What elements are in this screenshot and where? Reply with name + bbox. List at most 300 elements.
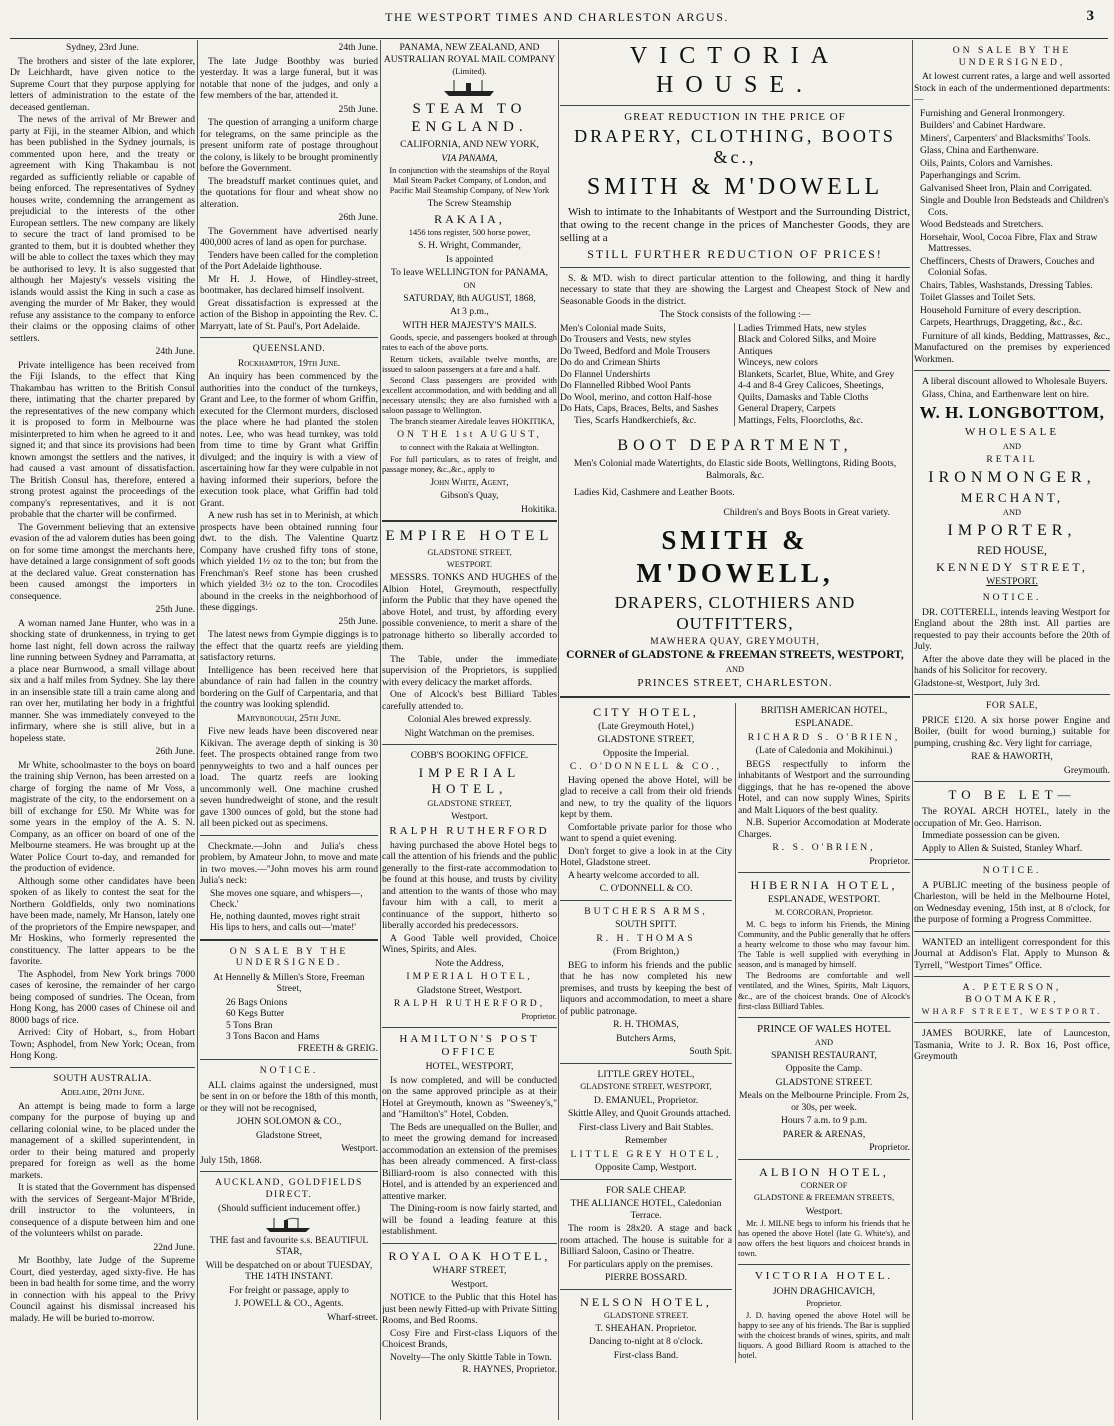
stock-item: Do Trousers and Vests, new styles xyxy=(560,334,691,346)
ad-heading: COBB'S BOOKING OFFICE. xyxy=(410,750,529,762)
ad-heading: HAMILTON'S POST OFFICE xyxy=(399,1032,540,1059)
dateline: 24th June. xyxy=(338,42,378,53)
page-number: 3 xyxy=(1086,8,1094,24)
hotel-ads-grid xyxy=(560,703,910,1364)
ad-text: Note the Address, xyxy=(435,957,504,969)
divider xyxy=(914,781,1110,782)
divider xyxy=(914,694,1110,695)
ad-text: WHOLESALE xyxy=(964,426,1060,439)
ad-text: (Late Greymouth Hotel,) xyxy=(598,720,694,732)
goods-item: Toilet Glasses and Toilet Sets. xyxy=(920,292,1036,303)
divider xyxy=(914,976,1110,977)
column-news-sydney xyxy=(10,40,195,1420)
divider xyxy=(914,1022,1110,1023)
verse-line: His lips to hers, and calls out—'mate!' xyxy=(210,922,357,933)
column-rule xyxy=(912,40,913,1420)
dateline: 25th June. xyxy=(155,604,195,615)
ad-text: GLADSTONE STREET. xyxy=(775,1076,873,1088)
stock-item: Mattings, Felts, Floorcloths, &c. xyxy=(738,414,863,426)
stock-item: Do Wool, merino, and cotton Half-hose xyxy=(560,391,712,403)
goods-list xyxy=(914,108,1110,329)
news-paragraph: Mr White, schoolmaster to the boys on board the training ship Vernon, has been arrested on a charge of forging the name of Mr Voss, a magistrate of the city, to the endorsement on a bill of exchange for £50. Mr White was for some years in the employ of the A. S. N. Company, as an officer on board of one of the Melbourne steamers. He was brought up at the Water Police Court to-day, and remanded for the production of evidence. xyxy=(10,759,195,874)
divider xyxy=(560,900,732,901)
ad-text: VIA PANAMA, xyxy=(441,152,498,164)
ad-text: ON xyxy=(463,280,476,290)
ad-text: Hours 7 a.m. to 9 p.m. xyxy=(780,1115,868,1127)
divider xyxy=(10,1067,195,1068)
steamship-icon xyxy=(264,1217,314,1233)
dateline: Sydney, 23rd June. xyxy=(66,42,139,53)
ad-text: CORNER of GLADSTONE & FREEMAN STREETS, WESTPORT, xyxy=(566,649,904,662)
stock-item: Do Hats, Caps, Braces, Belts, and Sashes xyxy=(560,403,719,415)
ad-heading: FOR SALE, xyxy=(986,700,1038,712)
ad-text: S. H. Wright, Commander, xyxy=(418,240,521,252)
dateline: 25th June. xyxy=(338,615,378,627)
ad-text: GLADSTONE STREET. xyxy=(603,1310,689,1320)
ad-text: At 3 p.m., xyxy=(450,306,489,318)
ad-text: (Limited). xyxy=(452,67,487,76)
news-paragraph: Five new leads have been discovered near Kikivan. The average depth of sinking is 30 feet. The prospects obtained range from two pennyweights to two and a half ounces per load. The quartz reefs are looking uncommonly well. One machine crushed seven hundredweight of stone, and the result gave 1300 ounces of gold, but the stone had all been picked out as specimens. xyxy=(200,726,378,829)
ad-signature: PIERRE BOSSARD. xyxy=(604,1272,688,1283)
news-paragraph: The Government believing that an extensive evasion of the ad valorem duties has been going on for some time amongst the merchants here, have detained a large consignment of soft goods at the declared value. Great consternation has been caused amongst the importers in consequence. xyxy=(10,521,195,602)
goods-item: Single and Double Iron Bedsteads and Children's Cots. xyxy=(920,195,1109,218)
news-paragraph: The late Judge Boothby was buried yesterday. It was a large funeral, but it was notable that none of the judges, and only a few members of the bar, attended it. xyxy=(200,55,378,101)
ad-text: Wish to intimate to the Inhabitants of Westport and the Surrounding District, that owing to the recent change in the prices of Manchester Goods, they are selling at a xyxy=(560,205,910,245)
ad-text: The Stock consists of the following :— xyxy=(659,309,811,321)
divider xyxy=(560,1063,732,1064)
ad-text: Opposite the Camp. xyxy=(785,1063,863,1075)
news-paragraph: The Asphodel, from New York brings 7000 cases of kerosine, the remainder of her cargo being composed of sundries. The Ocean, from Hong Kong, has 2000 cases of Chinese oil and 8000 bags of rice. xyxy=(10,968,195,1026)
ad-text: AND xyxy=(1002,507,1022,517)
ad-text: (From Brighton,) xyxy=(612,946,680,958)
news-paragraph: It is stated that the Government has dispensed with the services of Sergeant-Major M'Bride, drill instructor to the volunteers, in consequence of a dispute between him and one of the volunteers whilst on parade. xyxy=(10,1182,195,1239)
ad-text: GREAT REDUCTION IN THE PRICE OF xyxy=(624,110,846,123)
ad-text: Goods, specie, and passengers booked at through rates to each of the above ports. xyxy=(382,333,557,353)
divider xyxy=(914,370,1110,371)
ad-heading: ON SALE BY THE UNDERSIGNED. xyxy=(229,945,349,968)
goods-item: Household Furniture of every description. xyxy=(920,304,1082,316)
goods-item: Carpets, Hearthrugs, Draggeting, &c., &c. xyxy=(920,317,1083,328)
ad-date: July 15th, 1868. xyxy=(200,1154,262,1166)
ad-heading: NELSON HOTEL, xyxy=(580,1294,712,1309)
dateline: 26th June. xyxy=(155,746,195,757)
ad-text: WANTED an intelligent correspondent for this Journal at Addison's Flat. Apply to Munson & Tyrrell, "Westport Times" Office. xyxy=(914,936,1110,971)
news-paragraph: The latest news from Gympie diggings is to the effect that the quartz reefs are yielding satisfactory returns. xyxy=(200,629,378,663)
ad-heading: CITY HOTEL, xyxy=(593,704,699,719)
firm-name: SMITH & M'DOWELL, xyxy=(636,525,834,588)
divider xyxy=(200,1171,378,1172)
ad-text: The Screw Steamship xyxy=(427,198,512,210)
ad-signature: Gibson's Quay, xyxy=(440,490,499,502)
divider xyxy=(382,1027,557,1028)
goods-item: Paperhangings and Scrim. xyxy=(920,170,1021,181)
ad-heading: TO BE LET— xyxy=(948,787,1076,803)
ad-text: DR. COTTERELL, intends leaving Westport for England about the 28th inst. All parties are requested to pay their accounts before the 20th of July. xyxy=(914,606,1110,653)
ad-text: Is now completed, and will be conducted on the same approved principle as at their Hotel at Greymouth, known as "Sweeney's," and "Hamilton's" Hotel, Cobden. xyxy=(382,1074,557,1121)
news-paragraph: Mr H. J. Howe, of Hindley-street, bootmaker, has declared himself insolvent. xyxy=(200,273,378,296)
divider xyxy=(738,1264,910,1265)
ad-signature: Proprietor. xyxy=(869,855,910,867)
hotel-ads-left xyxy=(560,703,736,1364)
ad-text: BEGS respectfully to inform the inhabitants of Westport and the surrounding diggings, that he has re-opened the above Hotel, and can now supply Wines, Spirits and Malt Liquors of the best quality. xyxy=(738,758,910,816)
ad-text: S. & M'D. wish to direct particular attention to the following, and thing it hardly necessary to state that they are showing the Largest and Cheapest Stock of New and Seasonable Goods in the district. xyxy=(560,272,910,307)
ad-text: Proprietor. xyxy=(806,1299,842,1309)
stock-item: Do do and Crimean Shirts xyxy=(560,357,661,369)
news-paragraph: Tenders have been called for the completion of the Port Adelaide lighthouse. xyxy=(200,249,378,272)
ad-text: Children's and Boys Boots in Great variety. xyxy=(723,506,890,518)
ad-text: JOHN DRAGHICAVICH, xyxy=(772,1285,876,1297)
ad-text: GLADSTONE STREET, xyxy=(597,734,695,746)
ad-text: T. SHEAHAN. Proprietor. xyxy=(595,1322,697,1334)
ad-text: Return tickets, available twelve months, are issued to saloon passengers at a fare and a half. xyxy=(382,354,557,374)
ad-text: AND xyxy=(814,1037,834,1047)
divider xyxy=(914,859,1110,860)
ad-text: Comfortable private parlor for those who want to spend a quiet evening. xyxy=(560,821,732,845)
goods-item: Miners', Carpenters' and Blacksmiths' Tools. xyxy=(920,132,1091,144)
ad-text: Colonial Ales brewed expressly. xyxy=(407,714,532,726)
ad-text: PRINCES STREET, CHARLESTON. xyxy=(637,677,833,690)
ad-signature: JOHN SOLOMON & CO., xyxy=(236,1116,342,1127)
ad-heading: HIBERNIA HOTEL, xyxy=(750,878,898,893)
ad-heading: DRAPERS, CLOTHIERS AND OUTFITTERS, xyxy=(614,593,856,633)
goods-item: Furnishing and General Ironmongery. xyxy=(920,107,1065,119)
ad-text: SOUTH SPITT. xyxy=(615,919,677,931)
ad-heading: VICTORIA HOUSE. xyxy=(629,43,841,98)
ad-text: Gladstone-st, Westport, July 3rd. xyxy=(914,677,1040,689)
page-header xyxy=(0,0,1114,40)
ad-text: Opposite the Imperial. xyxy=(602,747,690,759)
ad-heading: NOTICE. xyxy=(259,1065,319,1076)
ad-text: N.B. Superior Accomodation at Moderate Charges. xyxy=(738,817,910,840)
sale-item: 60 Kegs Butter xyxy=(226,1008,285,1019)
goods-item: Chairs, Tables, Washstands, Dressing Tables. xyxy=(920,279,1093,291)
news-paragraph: The brothers and sister of the late explorer, Dr Leichhardt, have given notice to the Supreme Court that they purpose applying for letters of administration to the estate of the deceased gentleman. xyxy=(10,55,195,113)
ad-text: WHARF STREET, WESTPORT. xyxy=(921,1007,1103,1017)
stock-item: General Drapery, Carpets xyxy=(738,403,836,415)
divider xyxy=(382,744,557,745)
ad-text: Opposite Camp, Westport. xyxy=(595,1162,697,1173)
header-rule xyxy=(10,38,1108,39)
ad-heading: IMPORTER, xyxy=(947,522,1077,540)
ad-text: One of Alcock's best Billiard Tables carefully attended to. xyxy=(382,689,557,712)
ad-text: RED HOUSE, xyxy=(976,543,1047,558)
stock-list-ladies xyxy=(734,323,910,427)
ad-signature: R. S. O'BRIEN, xyxy=(772,842,876,854)
ad-heading: ON SALE BY THE UNDERSIGNED, xyxy=(952,45,1072,68)
masthead-title: THE WESTPORT TIMES AND CHARLESTON ARGUS. xyxy=(385,10,729,24)
ad-heading: A. PETERSON, BOOTMAKER, xyxy=(962,982,1062,1005)
ad-text: Cosy Fire and First-class Liquors of the Choicest Brands, xyxy=(382,1327,557,1351)
news-paragraph: Although some other candidates have been spoken of as likely to contest the seat for the Northern Goldfields, only two nominations have been made, namely, Mr Hanson, lately one of the proprietors of the Empire newspaper, and Mr Hoskins, who formerly represented the constituency. The latter appears to be the favorite. xyxy=(10,875,195,967)
news-paragraph: An attempt is being made to form a large company for the purpose of buying up and cellaring colonial wine, to be placed under the management of a skilled superintendent, in order to their being matured and properly prepared for foreign as well as the home markets. xyxy=(10,1100,195,1181)
ad-signature: Gladstone Street, xyxy=(255,1129,323,1141)
ad-heading: C. O'DONNELL & CO., xyxy=(569,761,723,773)
ad-heading: ALBION HOTEL, xyxy=(759,1164,889,1179)
news-paragraph: Private intelligence has been received from the Fiji Islands, to the effect that King Thakambau has written to the British Consul there, intimating that the charter prepared by the representatives of the new company which it is proposed to form in Melbourne was misinterpreted to him when he agreed to it and signed it; and that since its provisions had been known amongst the settlers and the natives, it had caused a vast amount of dissatisfaction. The British Consul has, therefore, entered a strong protest against the proceedings of the company's representatives, and it is not probable that the charter will be confirmed. xyxy=(10,359,195,520)
ad-text: Having opened the above Hotel, will be glad to receive a call from their old friends and new, to try the quality of the liquors kept by them. xyxy=(560,774,732,821)
ad-text: Dancing to-night at 8 o'clock. xyxy=(589,1336,703,1348)
ad-text: The Bedrooms are comfortable and well ventilated, and the Wines, Spirits, Malt Liquors, &c., are of the choicest brands. One of Alcock's first-class Billiard Tables. xyxy=(738,971,910,1011)
sale-item: 5 Tons Bran xyxy=(226,1019,273,1031)
ad-text: MESSRS. TONKS AND HUGHES of the Albion Hotel, Greymouth, respectfully inform the Public that they have opened the above Hotel, and trust, by affording every possible convenience, to merit a share of the patronage hitherto so liberally accorded to them. xyxy=(382,572,557,653)
ad-text: The room is 28x20. A stage and back room attached. The house is suitable for a Billiard Saloon, Casino or Theatre. xyxy=(560,1223,732,1257)
ad-heading: BOOT DEPARTMENT, xyxy=(617,437,853,455)
column-news-adelaide xyxy=(200,40,378,1420)
divider xyxy=(382,520,557,522)
stock-item: Blankets, Scarlet, Blue, White, and Grey xyxy=(738,368,895,380)
ad-text: The Dining-room is now fairly started, and will be found a leading feature at this establishment. xyxy=(382,1203,557,1238)
goods-item: Oils, Paints, Colors and Varnishes. xyxy=(920,157,1053,169)
ad-text: A liberal discount allowed to Wholesale Buyers. xyxy=(922,376,1108,387)
ad-text: The ROYAL ARCH HOTEL, lately in the occupation of Mr. Geo. Harrison. xyxy=(914,806,1110,829)
ad-text: Remember xyxy=(624,1135,668,1146)
ad-heading: IMPERIAL HOTEL, xyxy=(418,764,521,796)
ad-text: In conjunction with the steamships of the Royal Mail Steam Packet Company, of London, and Pacific Mail Steamship Company, of New York xyxy=(389,166,550,196)
ad-signature: Wharf-street. xyxy=(327,1311,378,1323)
ad-heading: NOTICE. xyxy=(982,592,1042,604)
goods-item: Galvanised Sheet Iron, Plain and Corrigated. xyxy=(920,182,1092,194)
ad-text: Meals on the Melbourne Principle. From 2s, or 30s, per week. xyxy=(739,1090,909,1113)
stock-item: Do Flannel Undershirts xyxy=(560,368,651,380)
ad-text: After the above date they will be placed in the hands of his Solicitor for recovery. xyxy=(914,653,1110,677)
stock-item: Ties, Scarfs Handkerchiefs, &c. xyxy=(574,414,697,426)
news-paragraph: Arrived: City of Hobart, s., from Hobart Town; Asphodel, from New York; Ocean, from Hong Kong. xyxy=(10,1027,195,1061)
ad-text: GLADSTONE & FREEMAN STREETS, xyxy=(753,1193,895,1203)
ad-text: ESPLANADE, WESTPORT. xyxy=(767,894,881,906)
ad-heading: STILL FURTHER REDUCTION OF PRICES! xyxy=(587,247,883,262)
ad-text: GLADSTONE STREET, WESTPORT, xyxy=(580,1082,712,1092)
column-longbottom-notices xyxy=(914,40,1110,1420)
ad-text: CALIFORNIA, AND NEW YORK, xyxy=(400,139,539,151)
ad-heading: SPANISH RESTAURANT, xyxy=(771,1049,877,1061)
divider xyxy=(914,931,1110,932)
ad-heading: ROYAL OAK HOTEL, xyxy=(388,1248,551,1263)
ad-text: For freight or passage, apply to xyxy=(229,1284,349,1296)
news-paragraph: The breadstuff market continues quiet, and the quotations for flour and wheat show no alteration. xyxy=(200,175,378,210)
ad-signature: Westport. xyxy=(341,1143,378,1154)
ad-text: A Good Table well provided, Choice Wines, Spirits, and Ales. xyxy=(382,932,557,956)
ad-text: ON THE 1st AUGUST, xyxy=(397,429,542,441)
ad-signature: RAE & HAWORTH, xyxy=(971,751,1053,763)
divider xyxy=(200,835,378,836)
ad-text: Men's Colonial made Watertights, do Elastic side Boots, Wellingtons, Riding Boots, Balmorals, &c. xyxy=(573,458,897,481)
ad-text: WESTPORT. xyxy=(446,560,493,570)
ad-text: D. EMANUEL, Proprietor. xyxy=(593,1094,699,1106)
ad-signature: C. O'DONNELL & CO. xyxy=(599,883,693,895)
ad-text: Glass, China, and Earthenware lent on hire. xyxy=(922,388,1090,400)
ad-text: IMPERIAL HOTEL, xyxy=(406,971,533,983)
stock-item: Ladies Trimmed Hats, new styles xyxy=(738,322,867,334)
ad-heading: MERCHANT, xyxy=(960,490,1064,506)
ad-heading: EMPIRE HOTEL xyxy=(385,528,554,545)
dateline: 24th June. xyxy=(155,346,195,357)
ad-signature: Hokitika. xyxy=(521,503,557,515)
goods-item: Cheffincers, Chests of Drawers, Couches and Colonial Sofas. xyxy=(920,255,1095,278)
chess-item: Checkmate.—John and Julia's chess problem, by Amateur John, to move and mate in two moves.—"John moves his arm round Julia's neck: xyxy=(200,840,378,886)
divider xyxy=(738,872,910,873)
ad-heading: NOTICE. xyxy=(982,865,1042,877)
ad-text: Westport. xyxy=(451,1278,488,1290)
ad-text: WITH HER MAJESTY'S MAILS. xyxy=(402,319,537,331)
column-rule xyxy=(558,40,559,1420)
ad-signature: J. POWELL & CO., Agents. xyxy=(234,1298,344,1309)
news-paragraph: The question of arranging a uniform charge for telegrams, on the same principle as the present uniform rate of postage throughout the colony, is likely to be brought prominently before the Government. xyxy=(200,117,378,174)
firm-name: W. H. LONGBOTTOM, xyxy=(919,403,1105,422)
ad-signature: PARER & ARENAS, xyxy=(782,1128,866,1140)
dateline: Rockhampton, 19th June. xyxy=(237,357,341,369)
steamship-icon xyxy=(442,79,498,97)
column-rule xyxy=(197,40,198,1420)
verse-line: He, nothing daunted, moves right strait xyxy=(210,910,361,922)
column-ads-shipping-hotels xyxy=(382,40,557,1420)
ad-text: RETAIL xyxy=(986,453,1038,465)
ad-text: 1456 tons register, 500 horse power, xyxy=(408,228,531,238)
ad-text: A PUBLIC meeting of the business people of Charleston, will be held in the Melbourne Hotel, on Wednesday evening, 15th inst, at 8 o'clock, for the purpose of forming a Progress Committee. xyxy=(914,879,1110,926)
divider xyxy=(382,1243,557,1244)
ad-heading: HOTEL, WESTPORT, xyxy=(425,1061,514,1073)
ad-heading: THE ALLIANCE HOTEL, Caledonian Terrace. xyxy=(570,1198,722,1221)
ad-text: First-class Band. xyxy=(613,1349,679,1361)
divider xyxy=(560,1289,732,1290)
goods-item: Horsehair, Wool, Cocoa Fibre, Flax and Straw Mattresses. xyxy=(920,231,1098,254)
ad-text: SATURDAY, 8th AUGUST, 1868, xyxy=(403,292,536,304)
ad-heading: BUTCHERS ARMS, xyxy=(584,905,708,917)
stock-item: Do Tweed, Bedford and Mole Trousers xyxy=(560,345,710,357)
stock-item: Black and Colored Silks, and Moire Antiques xyxy=(738,334,877,357)
ad-text: The branch steamer Airedale leaves HOKITIKA, xyxy=(390,416,555,426)
news-paragraph: The Government have advertised nearly 400,000 acres of land as open for purchase. xyxy=(200,225,378,248)
ad-heading: FOR SALE CHEAP. xyxy=(605,1184,687,1196)
ad-text: M. CORCORAN, Proprietor. xyxy=(775,907,873,917)
ad-heading: R. H. THOMAS xyxy=(596,932,696,944)
ad-signature: John White, Agent, xyxy=(430,476,509,488)
stock-list-men xyxy=(560,323,732,427)
news-paragraph: An inquiry has been commenced by the authorities into the conduct of the turnkeys, Grant and Lee, to the former of whom Griffin, executed for the Clermont murders, disclosed the place where he had planted the stolen notes. Lee, who was head turnkey, was told from time to time by Grant what Griffin divulged; and the inquiry is with a view of ascertaining how far they were culpable in not having informed their superiors, before the execution took place, what Griffin had told Grant. xyxy=(200,371,378,509)
news-paragraph: The news of the arrival of Mr Brewer and party at Fiji, in the steamer Albion, and which has been published in the Sydney journals, is commented upon here, and the treaty or agreement with King Thakambau is not regarded as sufficiently reliable or capable of being enforced. The representatives of Sydney houses write, condemning the arrangement as prejudicial to the interests of the other European settlers. The new company are likely to secure the tract of land promised to be granted to them, but it is doubted whether they will be able to collect the taxes which they may be authorised to levy. It is also suggested that although her Majesty's vessels visiting the islands would assist the King in such a case as avenging the murder of Mr Baker, they would refuse any assistance to the company to enforce their claims or the opposing claims of other settlers. xyxy=(10,114,195,344)
ad-heading: PANAMA, NEW ZEALAND, AND AUSTRALIAN ROYAL MAIL COMPANY xyxy=(383,42,556,65)
ad-text: Mr. J. MILNE begs to inform his friends that he has opened the above Hotel (late G. White's), and now offers the best liquors and choicest brands in town. xyxy=(738,1219,910,1259)
divider xyxy=(560,105,910,106)
ad-text: (Should sufficient inducement offer.) xyxy=(218,1203,360,1214)
ad-text: NOTICE to the Public that this Hotel has just been newly Fitted-up with Private Sitting Rooms, and Bed Rooms. xyxy=(382,1292,557,1327)
ad-text: Is appointed xyxy=(445,253,494,265)
dateline: 26th June. xyxy=(338,212,378,223)
ad-text: At lowest current rates, a large and well assorted Stock in each of the undermentioned departments:— xyxy=(914,71,1110,105)
ad-text: For particulars apply on the premises. xyxy=(568,1258,713,1270)
ad-text: M. C. begs to inform his Friends, the Mining Community, and the Public generally that he offers a hearty welcome to those who may favour him. The Table is well supplied with everything in season, and is managed by himself. xyxy=(738,920,910,970)
dateline: 22nd June. xyxy=(153,1241,195,1253)
ad-text: having purchased the above Hotel begs to call the attention of his friends and the public generally to the first-rate accommodation to be found at this house, and trusts by civility and attention to the wants of those who may favour him with a call, to merit a continuance of the support, hitherto so liberally accorded his predecessors. xyxy=(382,839,557,932)
ad-text: At Hennelly & Millen's Store, Freeman Street, xyxy=(213,971,365,994)
ad-text: Gladstone Street, Westport. xyxy=(416,984,523,996)
ad-text: ESPLANADE. xyxy=(794,718,854,730)
ad-heading: LITTLE GREY HOTEL, xyxy=(597,1068,695,1080)
ad-signature: RALPH RUTHERFORD, xyxy=(393,998,546,1010)
divider xyxy=(560,1179,732,1180)
news-paragraph: A new rush has set in to Merinish, at which prospects have been obtained running four dwt. to the dish. The Valentine Quartz Company have crushed fifty tons of stone, which yielded 1½ oz to the ton; but from the Frenchman's Reef stone has been crushed which yielded 3½ oz to the ton. Crocodiles abound in the creeks in the neighborhood of these diggings. xyxy=(200,510,378,613)
divider xyxy=(738,1159,910,1160)
ad-text: CORNER OF xyxy=(800,1181,848,1191)
dateline: 25th June. xyxy=(338,103,378,115)
ad-text: JAMES BOURKE, late of Launceston, Tasmania, Write to J. R. Box 16, Post office, Greymouth xyxy=(914,1028,1110,1063)
ad-text: Furniture of all kinds, Bedding, Mattrasses, &c., Manufactured on the premises by experienced Workmen. xyxy=(914,330,1110,365)
news-paragraph: Great dissatisfaction is expressed at the action of the Bishop in appointing the Rev. C. Marryatt, late of St. Paul's, Port Adelaide. xyxy=(200,297,378,332)
divider xyxy=(200,939,378,941)
ad-text: KENNEDY STREET, xyxy=(936,559,1088,574)
ad-text: BEG to inform his friends and the public that he has now completed his new premises, and trusts by keeping the best of liquors and accommodation, to meet a share of public patronage. xyxy=(560,959,732,1017)
ad-heading: STEAM TO ENGLAND. xyxy=(411,101,528,136)
ad-text: WHARF STREET, xyxy=(432,1265,507,1277)
ad-text: Novelty—The only Skittle Table in Town. xyxy=(390,1351,552,1363)
news-paragraph: Mr Boothby, late Judge of the Supreme Court, died yesterday, aged sixty-five. He has been in bad health for some time, and the worry in connection with his appeal to the Privy Council against his dismissal increased his malady. He will be buried to-morrow. xyxy=(10,1255,195,1324)
ad-text: First-class Livery and Bait Stables. xyxy=(578,1121,714,1133)
ad-heading: RALPH RUTHERFORD xyxy=(389,824,550,837)
stock-item: 4-4 and 8-4 Grey Calicoes, Sheetings, xyxy=(738,380,884,392)
divider xyxy=(560,696,910,698)
news-paragraph: A woman named Jane Hunter, who was in a shocking state of drunkenness, in trying to get home last night, fell down across the railway line running between Sydney and Parramatta, at a place near Burnwood, a small village about six and a half miles from Sydney. She lay there in an insensible state till a train came along and ran over her, mutilating her body in a frightful manner. She was immediately conveyed to the infirmary, where she is still alive, but in a hopeless state. xyxy=(10,617,195,744)
ad-text: Westport. xyxy=(805,1205,843,1217)
ad-heading: RICHARD S. O'BRIEN, xyxy=(747,731,901,743)
ad-heading: VICTORIA HOTEL. xyxy=(754,1270,894,1283)
stock-item: Winceys, new colors xyxy=(738,357,818,369)
ad-text: Apply to Allen & Suisted, Stanley Wharf. xyxy=(922,842,1083,854)
ad-heading: DRAPERY, CLOTHING, BOOTS &c., xyxy=(574,125,896,168)
dateline: Adelaide, 20th June. xyxy=(60,1087,145,1098)
stock-item: Quilts, Damasks and Table Cloths xyxy=(738,391,869,403)
section-heading: QUEENSLAND. xyxy=(252,343,326,354)
ad-text: WESTPORT. xyxy=(986,575,1038,587)
ad-text: GLADSTONE STREET, xyxy=(427,799,512,809)
stock-list xyxy=(560,323,910,427)
ad-text: A hearty welcome accorded to all. xyxy=(568,869,700,881)
column-rule xyxy=(380,40,381,1420)
ad-text: Don't forget to give a look in at the City Hotel, Gladstone street. xyxy=(560,845,732,869)
ad-text: Second Class passengers are provided with excellent accommodation, and with bedding and all necessary utensils; they are also furnished with a saloon passage to Wellington. xyxy=(382,375,557,415)
news-paragraph: Intelligence has been received here that abundance of rain had fallen in the country bordering on the Gulf of Carpentaria, and that the country was looking splendid. xyxy=(200,664,378,710)
ad-text: AND xyxy=(1002,441,1022,451)
ad-text: ALL claims against the undersigned, must be sent in on or before the 18th of this month, or they will not be recognised, xyxy=(200,1079,378,1114)
sale-item: 3 Tons Bacon and Hams xyxy=(226,1031,320,1042)
ad-heading: IRONMONGER, xyxy=(928,469,1096,487)
ad-text: The Table, under the immediate supervision of the Proprietors, is supplied with every delicacy the market affords. xyxy=(382,653,557,688)
ad-text: Ladies Kid, Cashmere and Leather Boots. xyxy=(574,487,735,499)
ship-name: RAKAIA, xyxy=(434,211,505,226)
ad-text: to connect with the Rakaia at Wellington. xyxy=(400,442,539,452)
goods-item: Wood Bedsteads and Stretchers. xyxy=(920,219,1044,230)
stock-item: Men's Colonial made Suits, xyxy=(560,322,666,334)
dateline: Maryborough, 25th June. xyxy=(236,712,342,724)
ad-text: (Late of Caledonia and Mokihinui.) xyxy=(755,745,893,757)
ad-signature: South Spit. xyxy=(689,1046,732,1058)
sale-item: 26 Bags Onions xyxy=(226,996,288,1008)
ad-signature: R. H. THOMAS, xyxy=(613,1019,679,1031)
goods-item: Builders' and Cabinet Hardware. xyxy=(920,120,1046,131)
ad-text: MAWHERA QUAY, GREYMOUTH, xyxy=(650,635,820,647)
ad-text: PRICE £120. A six horse power Engine and Boiler, (built for wood burning,) suitable for pumping, crushing &c. Very light for carriage, xyxy=(914,714,1110,749)
ad-text: AND xyxy=(725,665,745,675)
ad-text: Immediate possession can be given. xyxy=(922,830,1060,842)
section-heading: SOUTH AUSTRALIA. xyxy=(53,1072,152,1084)
ad-signature: R. HAYNES, Proprietor. xyxy=(462,1364,557,1376)
stock-item: Do Flannelled Ribbed Wool Pants xyxy=(560,380,691,392)
ad-text: For full particulars, as to rates of freight, and passage money, &c.,&c., apply to xyxy=(382,454,557,474)
divider xyxy=(738,1017,910,1018)
ad-heading: AUCKLAND, GOLDFIELDS DIRECT. xyxy=(215,1177,363,1200)
ad-heading: BRITISH AMERICAN HOTEL, xyxy=(760,704,888,716)
ad-text: THE fast and favourite s.s. BEAUTIFUL STAR, xyxy=(209,1234,369,1257)
ad-text: Westport. xyxy=(451,811,488,823)
ad-signature: FREETH & GREIG. xyxy=(297,1042,378,1054)
